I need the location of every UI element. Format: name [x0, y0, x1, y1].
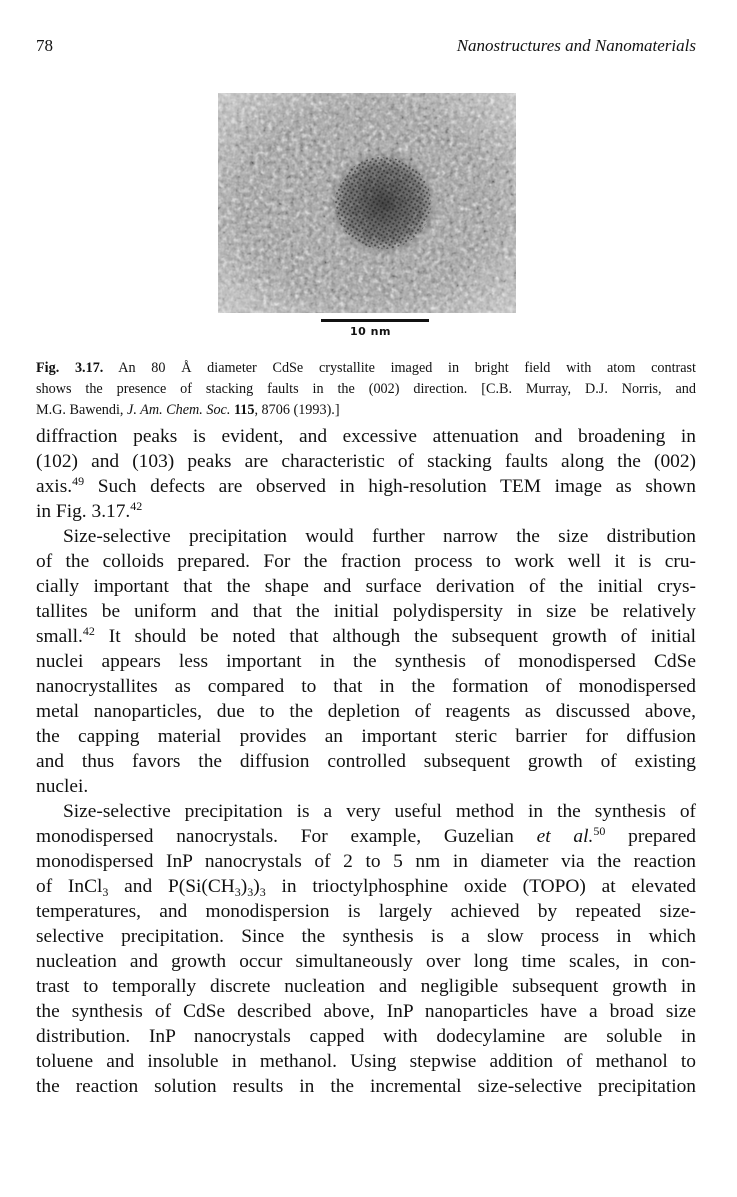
- tem-micrograph: [218, 93, 516, 313]
- paragraph-1: [36, 424, 696, 524]
- p3-line: monodispersed nanocrystals. For example, Guzelian et al.$^{50}$ prepared: [36, 824, 696, 847]
- body-text: [36, 424, 696, 1099]
- p2-line: Size-selective precipitation would further narrow the size distribution: [63, 526, 696, 547]
- paragraph-2: [36, 524, 696, 799]
- p1-line: axis.$^{49}$ Such defects are observed in high-resolution TEM image as shown: [36, 474, 696, 497]
- p3-line: trast to temporally discrete nucleation and negligible subsequent growth in: [36, 976, 696, 997]
- p3-line: selective precipitation. Since the synthesis is a slow process in which: [36, 926, 696, 947]
- p2-line: nuclei appears less important in the synthesis of monodispersed CdSe: [36, 651, 696, 672]
- caption-journal: J. Am. Chem. Soc.: [127, 402, 231, 418]
- p1-line: (102) and (103) peaks are characteristic of stacking faults along the (002): [36, 451, 696, 472]
- p3-line: of InCl$_3$ and $P(Si(CH_3)_3)_3$ in trioctylphosphine oxide (TOPO) at elevated: [36, 876, 697, 899]
- p3-line: the reaction solution results in the incremental size-selective precipitation: [36, 1076, 696, 1097]
- caption-text-1: An 80 Å diameter CdSe crystallite imaged in bright field with atom contrast: [118, 360, 696, 376]
- caption-volume: 115: [233, 402, 255, 418]
- scale-bar-label: 10 nm: [350, 325, 391, 338]
- page-header: [36, 36, 696, 60]
- p2-line: nanocrystallites as compared to that in the formation of monodispersed: [36, 676, 696, 697]
- micrograph-edge-fade: [218, 93, 516, 313]
- p2-line: nuclei.: [36, 776, 89, 797]
- p3-line: the synthesis of CdSe described above, InP nanoparticles have a broad size: [36, 1001, 696, 1022]
- citation-49: 49: [72, 474, 85, 488]
- p1-line: in Fig. 3.17.42: [36, 499, 143, 522]
- p2-line: the capping material provides an important steric barrier for diffusion: [36, 726, 696, 747]
- figure-caption: [36, 358, 696, 421]
- page-number: 78: [36, 36, 53, 55]
- citation-42: 42: [130, 499, 143, 513]
- paragraph-3: [36, 799, 696, 1099]
- figure-label: Fig. 3.17.: [36, 360, 104, 376]
- caption-text-3a: M.G. Bawendi,: [36, 402, 128, 418]
- p2-line: of the colloids prepared. For the fraction process to work well it is cru-: [36, 551, 696, 572]
- p3-line: distribution. InP nanocrystals capped with dodecylamine are soluble in: [36, 1026, 696, 1047]
- p3-line: nucleation and growth occur simultaneously over long time scales, in con-: [36, 951, 696, 972]
- running-title: Nanostructures and Nanomaterials: [456, 36, 696, 55]
- p3-line: toluene and insoluble in methanol. Using stepwise addition of methanol to: [36, 1051, 696, 1072]
- citation-50: 50: [593, 824, 606, 838]
- p2-line: and thus favors the diffusion controlled subsequent growth of existing: [36, 751, 696, 772]
- p2-line: metal nanoparticles, due to the depletion of reagents as discussed above,: [36, 701, 696, 722]
- p2-line: tallites be uniform and that the initial polydispersity in size be relatively: [36, 601, 696, 622]
- caption-text-3b: , 8706 (1993).]: [254, 402, 340, 418]
- et-al: et al.: [536, 826, 594, 847]
- caption-text-2: shows the presence of stacking faults in the (002) direction. [C.B. Murray, D.J. Norris, and: [36, 381, 696, 397]
- scale-bar: [321, 319, 429, 322]
- citation-42: 42: [82, 624, 95, 638]
- p2-line: cially important that the shape and surface derivation of the initial crys-: [36, 576, 696, 597]
- p1-line: diffraction peaks is evident, and excessive attenuation and broadening in: [36, 426, 696, 447]
- p3-line: temperatures, and monodispersion is largely achieved by repeated size-: [36, 901, 696, 922]
- p2-line: small.$^{42}$ It should be noted that although the subsequent growth of initial: [36, 624, 696, 647]
- p3-line: Size-selective precipitation is a very useful method in the synthesis of: [63, 801, 696, 822]
- p3-line: monodispersed InP nanocrystals of 2 to 5 nm in diameter via the reaction: [36, 851, 696, 872]
